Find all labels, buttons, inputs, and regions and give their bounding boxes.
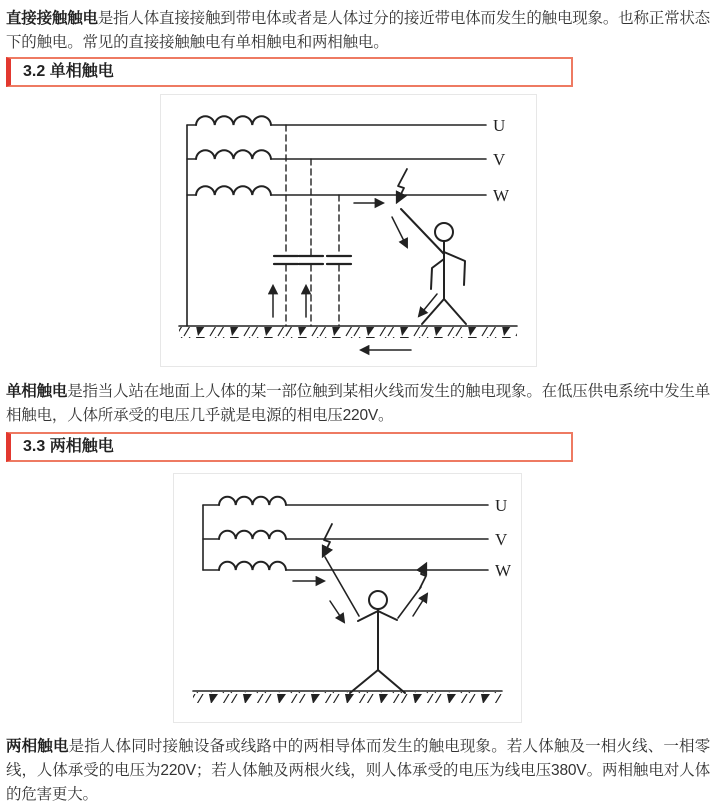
shock-bolt-w-icon <box>420 564 426 588</box>
ground-hatching <box>179 327 517 338</box>
person-head <box>435 223 453 241</box>
up-current-arrow <box>413 594 427 616</box>
phase-line-v <box>203 530 508 549</box>
section-header-3-2 <box>6 57 573 87</box>
intro-paragraph <box>6 7 710 55</box>
person-left-arm <box>431 259 444 289</box>
intro-text: 是指人体直接接触到带电体或者是人体过分的接近带电体而发生的触电现象。也称正常状态下的触电。常见的直接接触触电有单相触电和两相触电。 <box>6 10 710 51</box>
ground-hatching <box>193 692 502 703</box>
shock-bolt-icon <box>397 169 407 202</box>
two-phase-paragraph <box>6 735 710 807</box>
phase-line-u <box>203 496 507 515</box>
phase-label-u: U <box>495 496 508 515</box>
person-right-arm <box>444 252 465 285</box>
phase-label-u: U <box>493 116 506 135</box>
phase-label-w: W <box>495 561 512 580</box>
person-right-arm <box>378 611 397 620</box>
coil-u <box>196 116 271 125</box>
phase-line-w <box>187 186 510 205</box>
down-current-arrow <box>330 601 344 622</box>
single-phase-text: 是指当人站在地面上人体的某一部位触到某相火线而发生的触电现象。在低压供电系统中发生单相触电，人体所承受的电压几乎就是电源的相电压220V。 <box>6 383 710 424</box>
intro-lead-term: 直接接触触电 <box>6 10 98 27</box>
person-two-phase <box>350 591 405 693</box>
coil-u <box>219 497 286 505</box>
single-phase-shock-diagram <box>161 95 536 366</box>
coil-v <box>219 531 286 539</box>
two-phase-lead-term: 两相触电 <box>6 738 69 755</box>
leg-current-arrow <box>419 294 437 316</box>
phase-line-u <box>187 116 505 135</box>
arm-current-arrow <box>392 217 407 247</box>
person-legs <box>350 670 405 693</box>
person-head <box>369 591 387 609</box>
shock-bolt-v-icon <box>323 524 332 556</box>
ground-capacitance-branches <box>274 125 351 326</box>
two-phase-shock-diagram <box>174 474 521 722</box>
contact-line-w <box>398 587 421 618</box>
figure-two-phase-shock <box>173 473 522 723</box>
section-header-3-3 <box>6 432 573 462</box>
coil-v <box>196 150 271 159</box>
figure-single-phase-shock <box>160 94 537 367</box>
contact-line-v <box>325 557 359 616</box>
phase-label-v: V <box>493 150 506 169</box>
phase-label-w: W <box>493 186 510 205</box>
section-title: 3.2 单相触电 <box>23 63 114 80</box>
phase-line-w <box>203 561 512 580</box>
capacitor-u <box>274 256 298 264</box>
phase-line-v <box>187 150 506 169</box>
person-single-phase <box>401 209 466 324</box>
capacitor-v <box>299 256 323 264</box>
single-phase-paragraph <box>6 380 710 428</box>
person-left-arm <box>358 611 378 621</box>
capacitor-w <box>327 256 351 264</box>
single-phase-lead-term: 单相触电 <box>6 383 68 400</box>
coil-w <box>219 562 286 570</box>
section-title: 3.3 两相触电 <box>23 438 114 455</box>
person-legs <box>422 299 466 324</box>
two-phase-text: 是指人体同时接触设备或线路中的两相导体而发生的触电现象。若人体触及一相火线、一相零线，人体承受的电压为220V；若人体触及两根火线，则人体承受的电压为线电压380V。两相触电对人体的危害更大。 <box>6 738 710 803</box>
phase-label-v: V <box>495 530 508 549</box>
coil-w <box>196 186 271 195</box>
